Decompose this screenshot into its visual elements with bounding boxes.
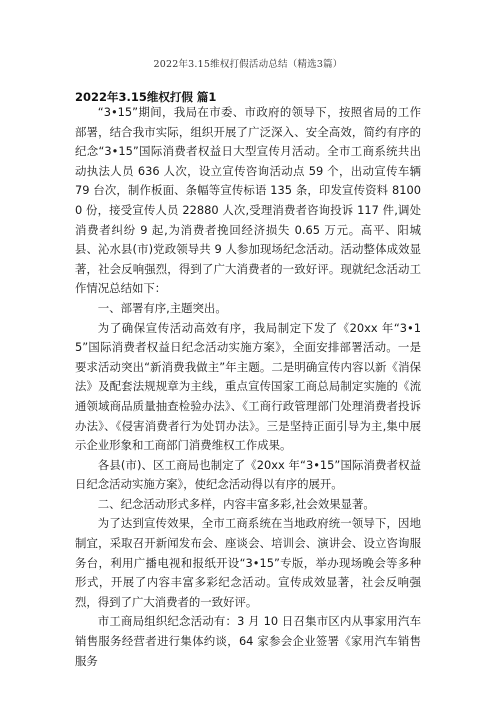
document-title: 2022年3.15维权打假活动总结（精选3篇） (153, 59, 343, 70)
paragraph-deployment: 为了确保宣传活动高效有序，我局制定下发了《20xx 年“3•15”国际消费者权益日纪念活动实施方案》，全面安排部署活动。一是要求活动突出“新消费我做主”年主题。二是明确宣传内容以新《消保法》及配套法规规章为主线，重点宣传国家工商总局制定实施的《流通领域商品质量抽查检验办法》、《工商行政管理部门处理消费者投诉办法》、《侵害消费者行为处罚办法》。三是坚持正面引导为主,集中展示企业形象和工商部门消费维权工作成果。 (75, 320, 421, 453)
paragraph-heading-2: 二、纪念活动形式多样，内容丰富多彩,社会效果显著。 (97, 496, 375, 511)
paragraph-publicity: 为了达到宣传效果，全市工商系统在当地政府统一领导下，因地制宜，采取召开新闻发布会、座谈会、培训会、演讲会、设立咨询服务台，利用广播电视和报纸开设“3•15”专版，举办现场晚会等多种形式，开展了内容丰富多彩纪念活动。宣传成效显著，社会反响强烈，得到了广大消费者的一致好评。 (75, 516, 421, 609)
paragraph-county-plans: 各县(市)、区工商局也制定了《20xx 年“3•15”国际消费者权益日纪念活动实施方案》，使纪念活动得以有序的展开。 (75, 457, 421, 492)
document-body (75, 103, 421, 671)
paragraph-city-activities: 市工商局组织纪念活动有：3 月 10 日召集市区内从事家用汽车销售服务经营者进行集体约谈，64 家参会企业签署《家用汽车销售服务 (75, 614, 421, 668)
paragraph-intro: “3•15”期间，我局在市委、市政府的领导下，按照省局的工作部署，结合我市实际，组织开展了广泛深入、安全高效，简约有序的纪念“3•15”国际消费者权益日大型宣传月活动。全市工商系统共出动执法人员 636 人次，设立宣传咨询活动点 59 个，出动宣传车辆 79 台次，制作板面、条幅等宣传标语 135 条，印发宣传资料 81000 份，接受宣传人员 22880 人次,受理消费者咨询投诉 117 件,调处消费者纠纷 9 起,为消费者挽回经济损失 0.65 万元。高平、阳城县、沁水县(市)党政领导共 9 人参加现场纪念活动。活动整体成效显著，社会反响强烈，得到了广大消费者的一致好评。现就纪念活动工作情况总结如下： (75, 105, 421, 296)
section-heading: 2022年3.15维权打假 篇1 (75, 90, 217, 104)
paragraph-heading-1: 一、部署有序,主题突出。 (97, 300, 227, 315)
